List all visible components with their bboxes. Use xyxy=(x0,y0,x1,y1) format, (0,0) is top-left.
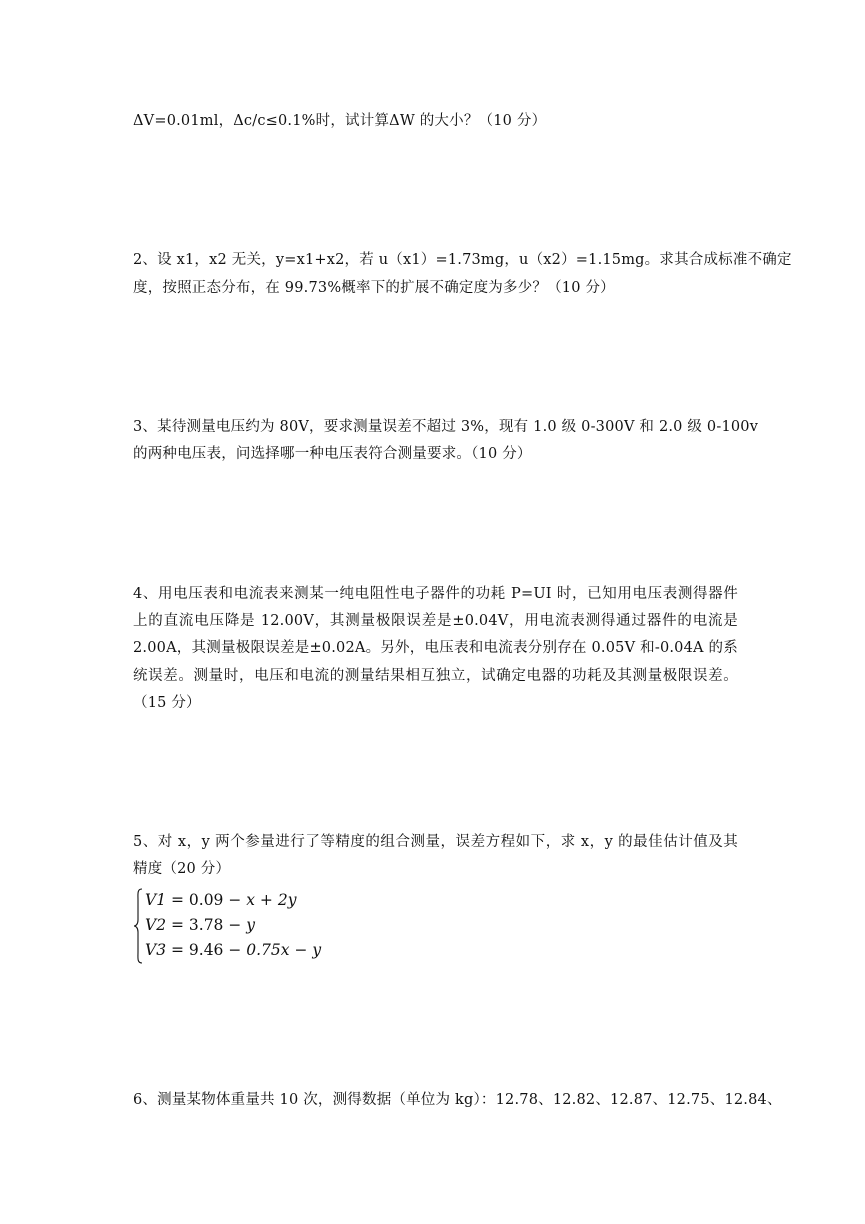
question-3-line-2: 的两种电压表，问选择哪一种电压表符合测量要求。（10 分） xyxy=(133,446,532,462)
equation-1-lhs: V1 xyxy=(145,891,167,909)
equation-system xyxy=(133,888,353,964)
equation-1: V1 = 0.09 − x + 2y xyxy=(145,891,297,909)
equation-1-constant: 0.09 xyxy=(188,891,224,909)
equation-3: V3 = 9.46 − 0.75x − y xyxy=(145,941,322,959)
question-4-line-3: 2.00A，其测量极限误差是±0.02A。另外，电压表和电流表分别存在 0.05V 和-0.04A 的系 xyxy=(133,640,738,656)
equation-2: V2 = 3.78 − y xyxy=(145,916,256,934)
question-4-line-5: （15 分） xyxy=(133,695,201,711)
question-4-line-2: 上的直流电压降是 12.00V，其测量极限误差是±0.04V，用电流表测得通过器件的电流是 xyxy=(133,613,738,629)
equation-3-lhs: V3 xyxy=(145,941,167,959)
question-3-line-1: 3、某待测量电压约为 80V，要求测量误差不超过 3%，现有 1.0 级 0-300V 和 2.0 级 0-100v xyxy=(133,419,759,435)
question-5-line-2: 精度（20 分） xyxy=(133,861,231,877)
question-4-line-1: 4、用电压表和电流表来测某一纯电阻性电子器件的功耗 P=UI 时，已知用电压表测得器件 xyxy=(133,586,738,602)
equation-2-constant: 3.78 xyxy=(188,916,224,934)
question-4-line-4: 统误差。测量时，电压和电流的测量结果相互独立，试确定电器的功耗及其测量极限误差。 xyxy=(133,668,738,684)
question-2-line-1: 2、设 x1，x2 无关，y=x1+x2，若 u（x1）=1.73mg，u（x2）=1.15mg。求其合成标准不确定 xyxy=(133,252,792,268)
left-brace-symbol xyxy=(133,888,143,964)
equation-3-constant: 9.46 xyxy=(188,941,224,959)
question-1-tail: ΔV=0.01ml，Δc/c≤0.1%时，试计算ΔW 的大小？（10 分） xyxy=(133,113,547,129)
equation-2-terms: − y xyxy=(223,916,256,934)
equation-2-lhs: V2 xyxy=(145,916,167,934)
equation-1-terms: − x + 2y xyxy=(223,891,297,909)
question-5-line-1: 5、对 x，y 两个参量进行了等精度的组合测量，误差方程如下，求 x，y 的最佳估计值及其 xyxy=(133,834,738,850)
question-2-line-2: 度，按照正态分布，在 99.73%概率下的扩展不确定度为多少？（10 分） xyxy=(133,280,615,296)
equation-3-terms: − 0.75x − y xyxy=(223,941,322,959)
question-6-line-1: 6、测量某物体重量共 10 次，测得数据（单位为 kg）：12.78、12.82、12.87、12.75、12.84、 xyxy=(133,1092,782,1108)
